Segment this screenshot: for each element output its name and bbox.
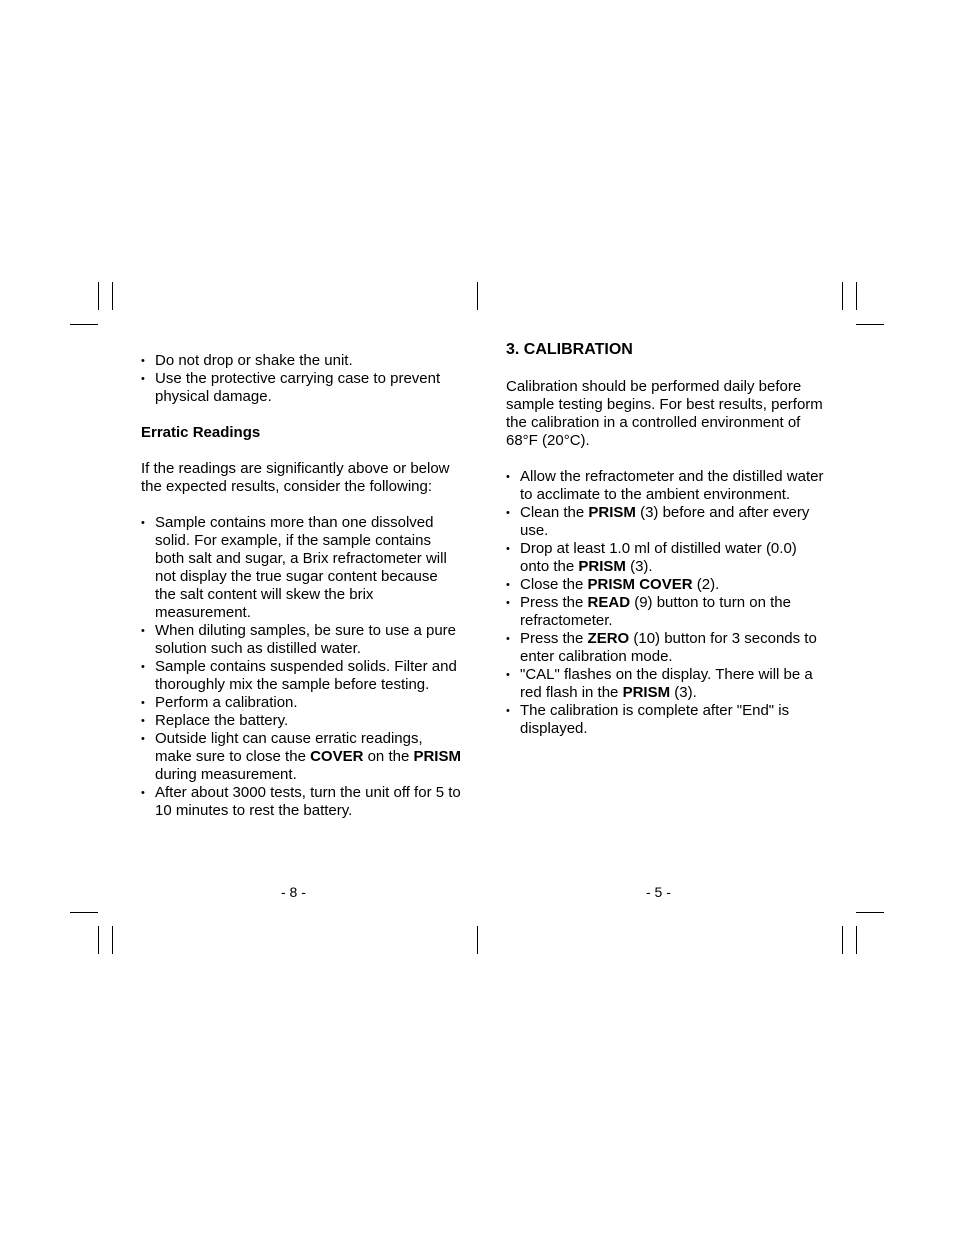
list-item-text: Clean the <box>520 504 589 521</box>
list-item-text: during measurement. <box>155 766 297 783</box>
list-item-text: Outside light can cause erratic readings, make sure to close the <box>155 730 423 765</box>
list-item-text: Perform a calibration. <box>155 694 298 711</box>
part-name: COVER <box>310 748 364 765</box>
page-number: - 5 - <box>646 884 671 900</box>
list-item-text: Sample contains suspended solids. Filter and thoroughly mix the sample before testing. <box>155 658 457 693</box>
list-item <box>506 468 826 504</box>
crop-mark <box>856 324 884 325</box>
list-item <box>141 730 461 784</box>
section-heading: Erratic Readings <box>141 424 261 441</box>
list-item: • Do not drop or shake the unit. <box>141 352 461 370</box>
list-item-text: Sample contains more than one dissolved solid. For example, if the sample contains both salt and sugar, a Brix refractometer will not display the true sugar content because the salt content will skew the brix measurement. <box>155 514 447 621</box>
list-item-text: (3). <box>670 684 697 701</box>
list-item <box>506 540 826 576</box>
list-item-text: (3) before and after every use. <box>520 504 810 539</box>
crop-mark <box>70 324 98 325</box>
left-page-content <box>141 352 461 820</box>
list-item <box>141 712 461 730</box>
calibration-steps-list <box>506 468 826 738</box>
page-number: - 8 - <box>281 884 306 900</box>
crop-mark <box>856 926 857 954</box>
list-item-text: Replace the battery. <box>155 712 289 729</box>
list-item <box>506 504 826 540</box>
list-item <box>506 666 826 702</box>
list-item-text: (3). <box>625 558 653 575</box>
list-item-text: (9) button to turn on the refractometer. <box>520 594 791 629</box>
part-name: PRISM COVER <box>587 576 693 593</box>
right-page-content <box>506 340 826 738</box>
list-item <box>506 576 826 594</box>
list-item-text: Close the <box>520 576 588 593</box>
list-item <box>141 784 461 820</box>
crop-mark <box>98 926 99 954</box>
list-item-text: Drop at least 1.0 ml of distilled water (0.0) onto the <box>520 540 797 575</box>
list-item <box>506 702 826 738</box>
crop-mark <box>98 282 99 310</box>
section-heading: 3. CALIBRATION <box>506 341 633 358</box>
crop-mark <box>842 282 843 310</box>
list-item-text: The calibration is complete after "End" is displayed. <box>520 702 790 737</box>
part-name: PRISM <box>588 504 636 521</box>
list-item-text: After about 3000 tests, turn the unit off for 5 to 10 minutes to rest the battery. <box>155 784 461 819</box>
fold-mark <box>477 282 478 310</box>
handling-tips-list <box>141 352 461 406</box>
list-item <box>141 514 461 622</box>
part-name: PRISM <box>578 558 626 575</box>
list-item <box>141 658 461 694</box>
crop-mark <box>112 282 113 310</box>
part-name: PRISM <box>622 684 671 701</box>
list-item-text: on the <box>363 748 414 765</box>
list-item <box>141 622 461 658</box>
list-item-text: "CAL" flashes on the display. There will be a red flash in the <box>520 666 813 701</box>
fold-mark <box>477 926 478 954</box>
list-item-text: When diluting samples, be sure to use a pure solution such as distilled water. <box>155 622 457 657</box>
list-item: • Use the protective carrying case to prevent physical damage. <box>141 370 461 406</box>
part-name: READ <box>587 594 631 611</box>
list-item-text: Allow the refractometer and the distilled water to acclimate to the ambient environment. <box>520 468 824 503</box>
crop-mark <box>70 912 98 913</box>
list-item-text: (2). <box>692 576 720 593</box>
crop-mark <box>856 282 857 310</box>
intro-paragraph: Calibration should be performed daily before sample testing begins. For best results, perform the calibration in a controlled environment of 68°F (20°C). <box>506 378 823 449</box>
crop-mark <box>112 926 113 954</box>
intro-paragraph: If the readings are significantly above or below the expected results, consider the following: <box>141 460 450 495</box>
list-item-text: Press the <box>520 630 588 647</box>
crop-mark <box>856 912 884 913</box>
list-item <box>141 694 461 712</box>
part-name: PRISM <box>413 748 461 765</box>
erratic-causes-list <box>141 514 461 820</box>
part-name: ZERO <box>587 630 630 647</box>
list-item-text: (10) button for 3 seconds to enter calibration mode. <box>520 630 817 665</box>
list-item <box>506 594 826 630</box>
crop-mark <box>842 926 843 954</box>
list-item-text: Press the <box>520 594 588 611</box>
list-item <box>506 630 826 666</box>
